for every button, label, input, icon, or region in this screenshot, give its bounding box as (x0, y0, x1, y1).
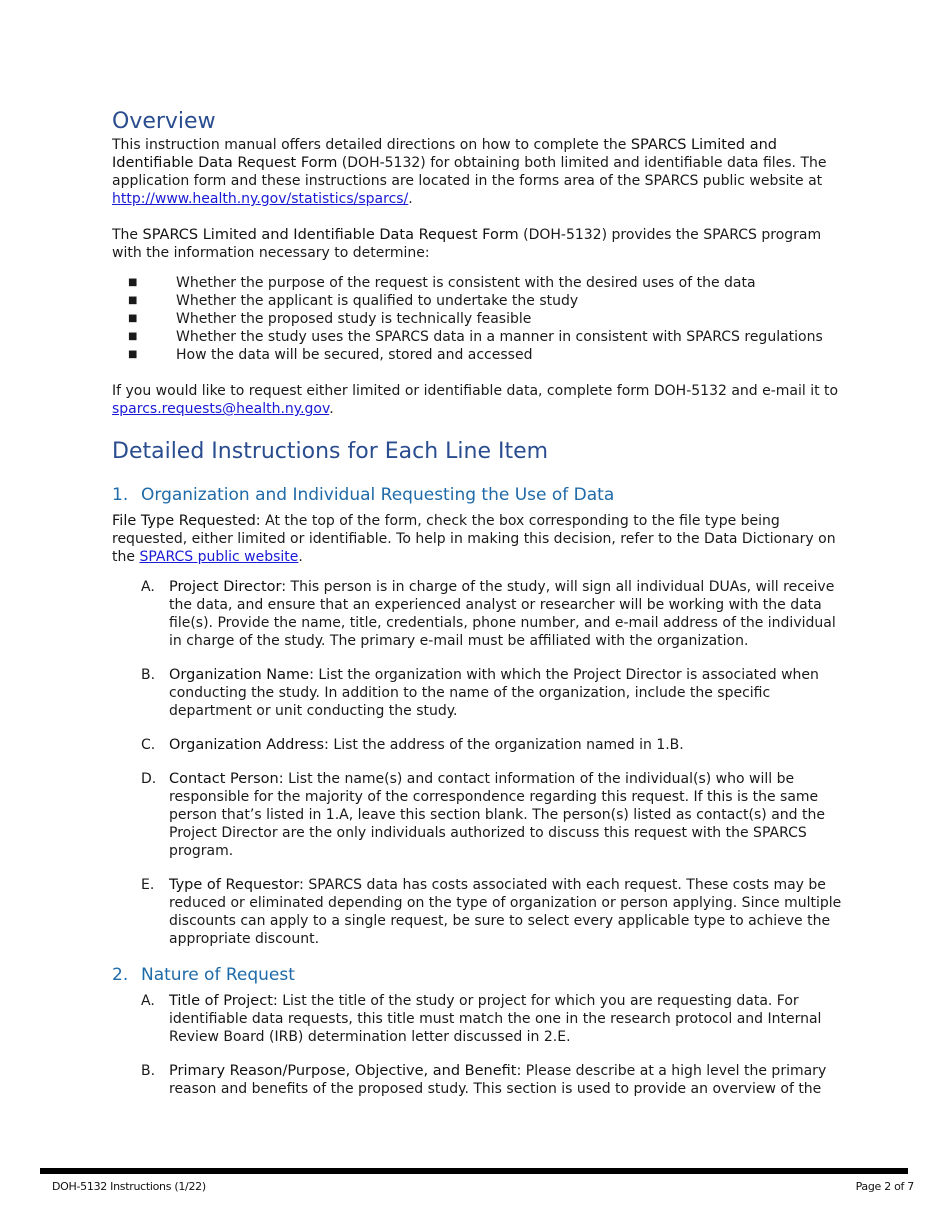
determination-list (112, 274, 842, 364)
text: Please describe at a high level the primary reason and benefits of the proposed study. This section is used to provide an overview of the (169, 1063, 827, 1097)
item-letter: D. (141, 771, 157, 787)
term: Organization Address: (169, 737, 329, 753)
text: List the name(s) and contact information of the individual(s) who will be responsible for the majority of the correspondence regarding this request. If this is the same person that’s listed in 1.A, leave this section blank. The person(s) listed as contact(s) and the Project Director are the only individuals authorized to discuss this request with the SPARCS program. (169, 771, 825, 859)
list-item (112, 346, 842, 364)
list-item (112, 328, 842, 346)
term: Type of Requestor: (169, 877, 304, 893)
item-letter: C. (141, 737, 156, 753)
text: SPARCS data has costs associated with each request. These costs may be reduced or eliminated depending on the type of organization or person applying. Since multiple discounts can apply to a single request, be sure to select every applicable type to achieve the appropriate discount. (169, 877, 842, 947)
item-letter: B. (141, 667, 156, 683)
text: (DOH-5132) for obtaining both limited and identifiable data files. The application form and these instructions are located in the forms area of the SPARCS public website at (112, 155, 827, 189)
list-item (112, 310, 842, 328)
text: (DOH-5132) provides the SPARCS program with the information necessary to determine: (112, 227, 822, 261)
item-body (169, 736, 842, 754)
text: . (408, 191, 413, 207)
text: List the address of the organization named in 1.B. (328, 737, 684, 753)
item-body (169, 666, 842, 720)
bullet-icon: ■ (128, 277, 138, 288)
list-item (112, 666, 842, 720)
bullet-icon: ■ (128, 331, 138, 342)
email-link[interactable]: sparcs.requests@health.ny.gov (112, 401, 330, 417)
text: This person is in charge of the study, will sign all individual DUAs, will receive the data, and ensure that an experienced analyst or researcher will be working with the data file(s). Provide the name, title, credentials, phone number, and e-mail address of the individual in charge of the study. The primary e-mail must be affiliated with the organization. (169, 579, 836, 649)
list-item (112, 292, 842, 310)
item-letter: B. (141, 1063, 156, 1079)
list-item (112, 1062, 842, 1098)
list-item (112, 736, 842, 754)
section-2-items (112, 992, 842, 1098)
overview-heading: Overview (112, 109, 216, 134)
overview-paragraph-3 (112, 382, 842, 418)
item-letter: E. (141, 877, 155, 893)
item-body (169, 992, 842, 1046)
text: . (298, 549, 303, 565)
bullet-icon: ■ (128, 313, 138, 324)
term: Contact Person: (169, 771, 284, 787)
text: The (112, 227, 143, 243)
list-item (112, 770, 842, 860)
overview-paragraph-2 (112, 226, 842, 262)
list-item-text: Whether the study uses the SPARCS data in a manner in consistent with SPARCS regulations (176, 329, 823, 345)
form-name: SPARCS Limited and Identifiable Data Request Form (112, 137, 778, 171)
footer-page-number: Page 2 of 7 (855, 1180, 914, 1193)
section-number: 2. (112, 965, 129, 985)
section-number: 1. (112, 485, 129, 505)
section-1-heading (112, 484, 842, 506)
text: . (329, 401, 334, 417)
list-item-text: Whether the purpose of the request is consistent with the desired uses of the data (176, 275, 756, 291)
form-name: SPARCS Limited and Identifiable Data Request Form (142, 227, 519, 243)
term: File Type Requested: (112, 513, 261, 529)
text: List the organization with which the Project Director is associated when conducting the study. In addition to the name of the organization, include the specific department or unit conducting the study. (169, 667, 819, 719)
list-item-text: Whether the proposed study is technically feasible (176, 311, 532, 327)
list-item-text: Whether the applicant is qualified to undertake the study (176, 293, 579, 309)
sparcs-website-link[interactable]: http://www.health.ny.gov/statistics/sparcs/ (112, 191, 409, 207)
term: Organization Name: (169, 667, 314, 683)
item-letter: A. (141, 993, 155, 1009)
list-item (112, 876, 842, 948)
list-item-text: How the data will be secured, stored and accessed (176, 347, 533, 363)
term: Project Director: (169, 579, 287, 595)
section-2-heading (112, 964, 842, 986)
item-body (169, 770, 842, 860)
list-item (112, 992, 842, 1046)
bullet-icon: ■ (128, 349, 138, 360)
text: If you would like to request either limited or identifiable data, complete form DOH-5132 and e-mail it to (112, 383, 839, 399)
detailed-instructions-heading: Detailed Instructions for Each Line Item (112, 439, 549, 464)
item-body (169, 1062, 842, 1098)
footer-divider (40, 1168, 908, 1174)
term: Primary Reason/Purpose, Objective, and Benefit: (169, 1063, 522, 1079)
text: At the top of the form, check the box corresponding to the file type being requested, either limited or identifiable. To help in making this decision, refer to the Data Dictionary on the (112, 513, 836, 565)
section-title: Nature of Request (141, 965, 295, 985)
footer-form-id: DOH-5132 Instructions (1/22) (52, 1180, 206, 1193)
page-content (112, 108, 842, 1114)
bullet-icon: ■ (128, 295, 138, 306)
overview-paragraph-1 (112, 136, 842, 208)
section-1-items (112, 578, 842, 948)
term: Title of Project: (169, 993, 278, 1009)
list-item (112, 274, 842, 292)
item-body (169, 876, 842, 948)
item-body (169, 578, 842, 650)
file-type-paragraph (112, 512, 842, 566)
text: List the title of the study or project for which you are requesting data. For identifiable data requests, this title must match the one in the research protocol and Internal Review Board (IRB) determination letter discussed in 2.E. (169, 993, 822, 1045)
sparcs-public-website-link[interactable]: SPARCS public website (139, 549, 299, 565)
list-item (112, 578, 842, 650)
section-title: Organization and Individual Requesting the Use of Data (141, 485, 615, 505)
text: This instruction manual offers detailed directions on how to complete the (112, 137, 631, 153)
item-letter: A. (141, 579, 155, 595)
